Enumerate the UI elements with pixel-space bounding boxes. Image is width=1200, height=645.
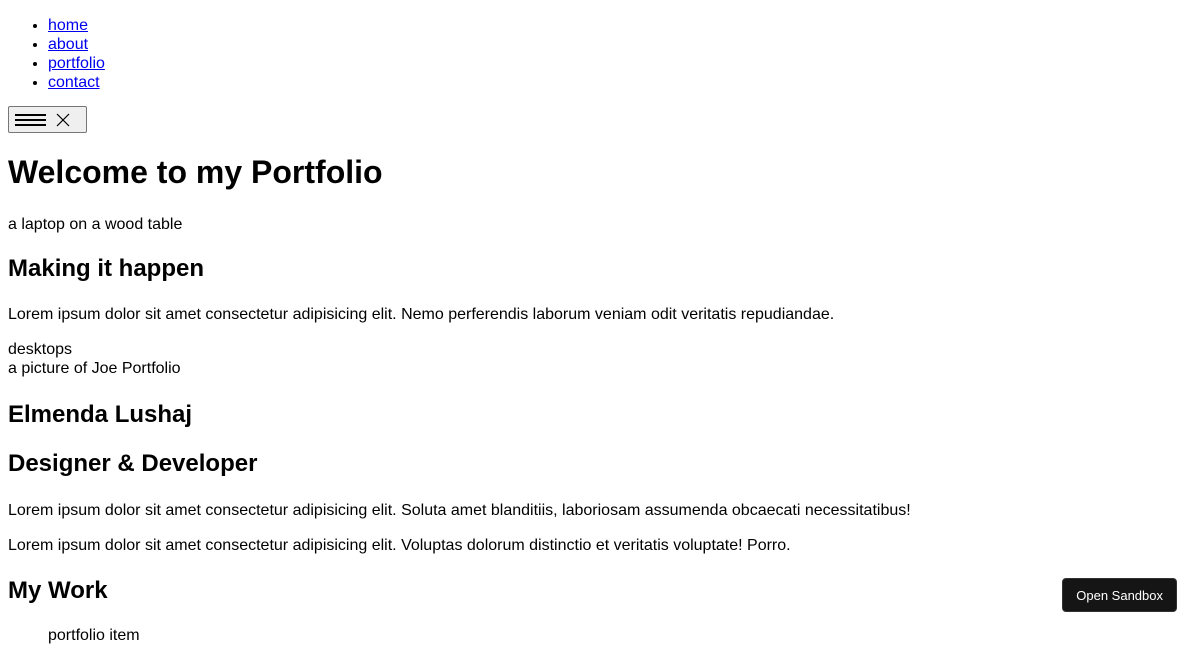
intro-heading: Making it happen <box>8 255 205 282</box>
work-heading: My Work <box>8 577 108 604</box>
menu-toggle-button[interactable] <box>8 106 87 133</box>
nav-item <box>48 16 1192 35</box>
nav-link-home[interactable]: home <box>48 17 89 34</box>
about-role: Designer & Developer <box>8 450 258 477</box>
portfolio-item-image <box>48 626 1192 645</box>
desktops-image <box>8 340 1192 359</box>
hero-image <box>8 213 1192 234</box>
about-paragraph-1: Lorem ipsum dolor sit amet consectetur adipisicing elit. Soluta amet blanditiis, laboriosam assumenda obcaecati necessitatibus! <box>8 502 911 519</box>
nav-item <box>48 73 1192 92</box>
intro-text: Lorem ipsum dolor sit amet consectetur adipisicing elit. Nemo perferendis laborum veniam odit veritatis repudiandae. <box>8 306 835 323</box>
about-paragraph-2: Lorem ipsum dolor sit amet consectetur adipisicing elit. Voluptas dolorum distinctio et veritatis voluptate! Porro. <box>8 537 791 554</box>
hamburger-icon <box>15 114 46 126</box>
desktops-image-alt: desktops <box>8 341 73 358</box>
portfolio-item-alt: portfolio item <box>48 627 140 644</box>
open-sandbox-button[interactable]: Open Sandbox <box>1062 578 1177 612</box>
profile-image <box>8 359 1192 378</box>
nav-list <box>8 16 1192 92</box>
nav-link-about[interactable]: about <box>48 36 89 53</box>
page-title: Welcome to my Portfolio <box>8 154 383 190</box>
profile-image-alt: a picture of Joe Portfolio <box>8 360 181 377</box>
nav-item <box>48 35 1192 54</box>
nav-link-contact[interactable]: contact <box>48 74 100 91</box>
hero-image-alt: a laptop on a wood table <box>8 216 183 233</box>
close-icon <box>56 113 70 127</box>
nav-link-portfolio[interactable]: portfolio <box>48 55 105 72</box>
about-name: Elmenda Lushaj <box>8 401 193 428</box>
nav-item <box>48 54 1192 73</box>
